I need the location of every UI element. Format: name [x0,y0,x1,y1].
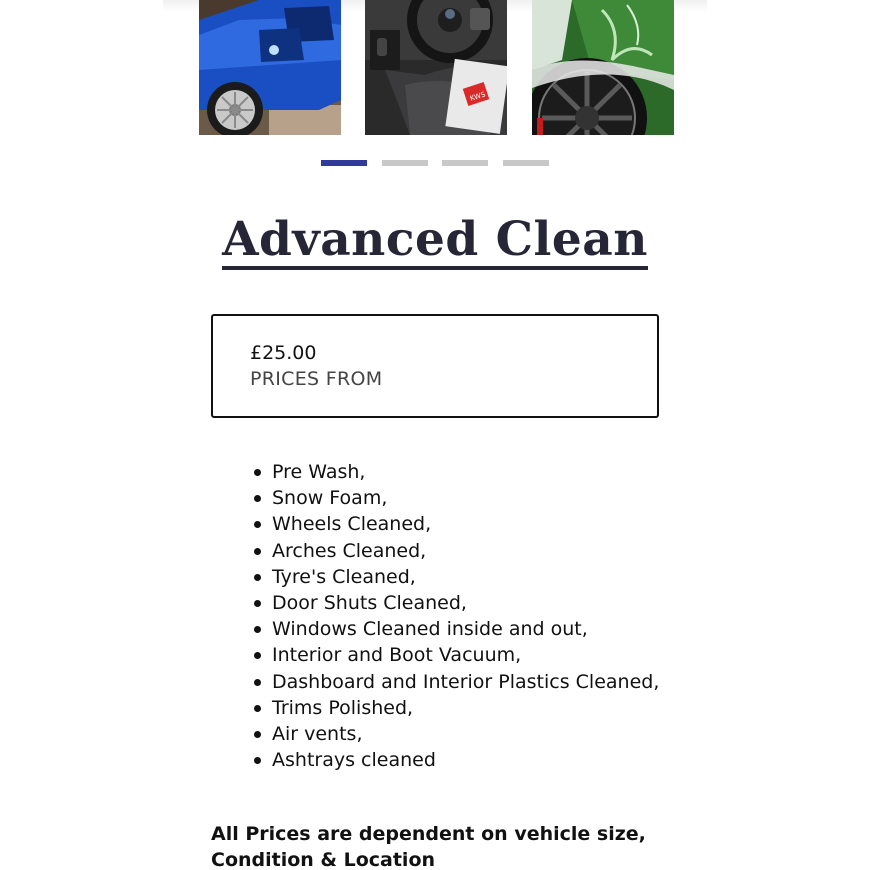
service-title-text: Advanced Clean [222,214,648,270]
carousel-slide-blue-car[interactable] [199,0,341,135]
list-item: Dashboard and Interior Plastics Cleaned, [245,669,659,695]
list-item: Ashtrays cleaned [245,747,659,773]
car-interior-photo [365,0,507,135]
wheel-snow-foam-photo [532,0,674,135]
carousel-dot-2[interactable] [382,160,428,166]
pricing-note-line2: Condition & Location [211,849,436,870]
service-title [0,212,870,270]
blue-car-photo [199,0,341,135]
image-carousel[interactable] [199,0,675,135]
list-item: Pre Wash, [245,459,659,485]
list-item: Interior and Boot Vacuum, [245,642,659,668]
feature-list [245,459,659,773]
carousel-slide-interior[interactable] [365,0,507,135]
carousel-pagination [321,160,551,167]
list-item: Wheels Cleaned, [245,511,659,537]
pricing-note-line1: All Prices are dependent on vehicle size, [211,823,646,845]
carousel-dot-3[interactable] [442,160,488,166]
price-label: PRICES FROM [250,368,383,390]
carousel-slide-wheel[interactable] [532,0,674,135]
list-item: Snow Foam, [245,485,659,511]
carousel-dot-4[interactable] [503,160,549,166]
carousel-dot-1[interactable] [321,160,367,166]
svg-text:KWS: KWS [469,90,487,103]
list-item: Tyre's Cleaned, [245,564,659,590]
list-item: Air vents, [245,721,659,747]
price-value: £25.00 [250,342,317,364]
list-item: Door Shuts Cleaned, [245,590,659,616]
list-item: Windows Cleaned inside and out, [245,616,659,642]
price-box [211,314,659,418]
pricing-note [211,821,671,870]
list-item: Trims Polished, [245,695,659,721]
list-item: Arches Cleaned, [245,538,659,564]
